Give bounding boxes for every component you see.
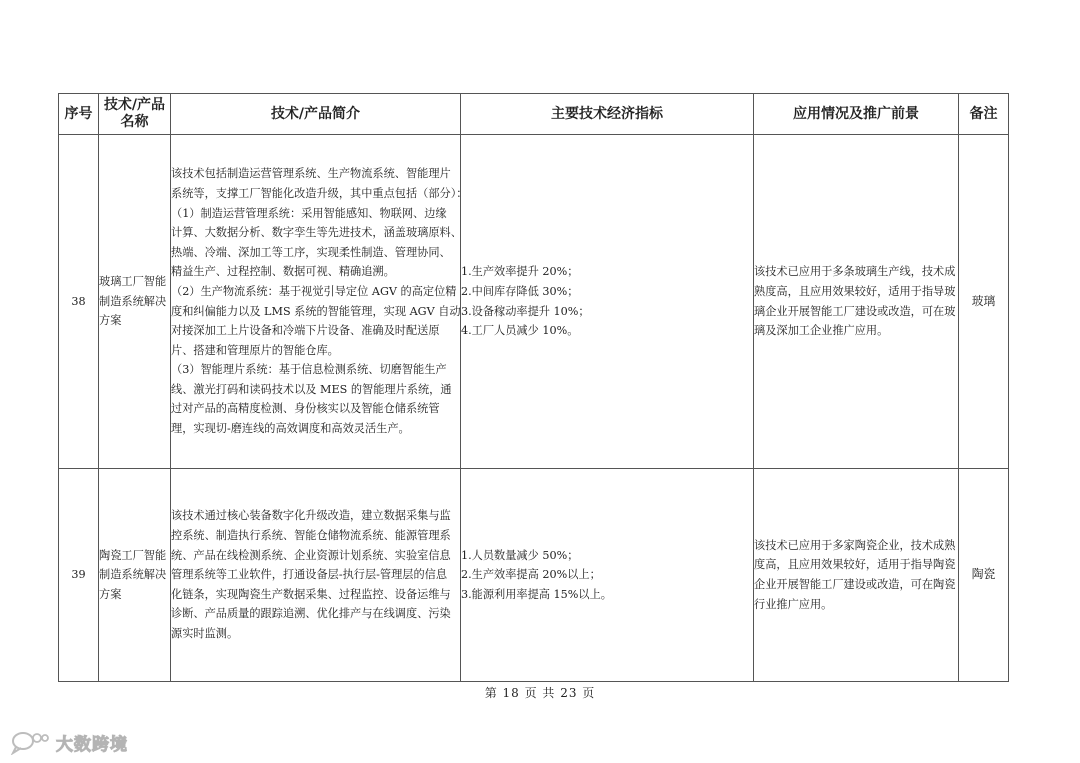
- row-indicators: [461, 469, 754, 682]
- name-line: 方案: [99, 587, 122, 601]
- table-header-row: [59, 94, 1009, 135]
- desc-line: 过对产品的高精度检测、身份核实以及智能仓储系统管: [171, 402, 440, 416]
- desc-line: 统、产品在线检测系统、企业资源计划系统、实验室信息: [171, 548, 451, 562]
- application-line: 该技术已应用于多条玻璃生产线，技术成: [754, 265, 956, 279]
- name-line: 陶瓷工厂智能: [99, 548, 167, 562]
- indicator-line: 2.生产效率提高 20%以上；: [461, 568, 601, 582]
- desc-line: 对接深加工上片设备和冷端下片设备、准确及时配送原: [171, 324, 440, 338]
- indicator-line: 1.人员数量减少 50%；: [461, 548, 579, 562]
- row-no: 39: [59, 469, 99, 682]
- desc-line: 计算、大数据分析、数字孪生等先进技术，涵盖玻璃原料、: [171, 226, 462, 240]
- desc-line: 控系统、制造执行系统、智能仓储物流系统、能源管理系: [171, 529, 451, 543]
- desc-line: 度和纠偏能力以及 LMS 系统的智能管理，实现 AGV 自动: [171, 304, 461, 318]
- desc-line: 片、搭建和管理原片的智能仓库。: [171, 343, 339, 357]
- indicator-line: 3.设备稼动率提升 10%；: [461, 304, 590, 318]
- header-indicators: 主要技术经济指标: [461, 94, 754, 135]
- row-indicators: [461, 135, 754, 469]
- desc-line: 诊断、产品质量的跟踪追溯、优化排产与在线调度、污染: [171, 607, 451, 621]
- header-note: 备注: [959, 94, 1009, 135]
- desc-line: 化链条，实现陶瓷生产数据采集、过程监控、设备运维与: [171, 587, 451, 601]
- desc-line: （3）智能理片系统：基于信息检测系统、切磨智能生产: [171, 363, 447, 377]
- application-line: 行业推广应用。: [754, 597, 833, 611]
- header-application: 应用情况及推广前景: [754, 94, 959, 135]
- header-no: 序号: [59, 94, 99, 135]
- indicator-line: 1.生产效率提升 20%；: [461, 265, 579, 279]
- desc-line: （2）生产物流系统：基于视觉引导定位 AGV 的高定位精: [171, 284, 457, 298]
- desc-line: 该技术通过核心装备数字化升级改造，建立数据采集与监: [171, 509, 451, 523]
- application-line: 企业开展智能工厂建设或改造，可在陶瓷: [754, 578, 956, 591]
- technology-table: [58, 93, 1009, 682]
- indicator-line: 2.中间库存降低 30%；: [461, 284, 579, 298]
- desc-line: 管理系统等工业软件，打通设备层-执行层-管理层的信息: [171, 568, 448, 582]
- desc-line: 热端、冷端、深加工等工序，实现柔性制造、管理协同、: [171, 245, 451, 259]
- desc-line: 源实时监测。: [171, 626, 239, 640]
- row-note: 陶瓷: [959, 469, 1009, 682]
- row-application: [754, 135, 959, 469]
- application-line: 璃企业开展智能工厂建设或改造，可在玻: [754, 304, 956, 318]
- row-name: [99, 135, 171, 469]
- row-no: 38: [59, 135, 99, 469]
- table-row: [59, 135, 1009, 469]
- application-line: 该技术已应用于多家陶瓷企业，技术成熟: [754, 538, 956, 552]
- name-line: 制造系统解决: [99, 568, 167, 582]
- name-line: 制造系统解决: [99, 294, 167, 308]
- row-name: [99, 469, 171, 682]
- desc-line: 精益生产、过程控制、数据可视、精确追溯。: [171, 265, 395, 279]
- chat-bubble-logo-icon: [10, 729, 50, 755]
- application-line: 度高，且应用效果较好，适用于指导陶瓷: [754, 558, 956, 572]
- watermark-text: 大数跨境: [56, 734, 128, 755]
- header-name-line1: 技术/产品: [103, 97, 166, 113]
- watermark: [10, 728, 128, 756]
- desc-line: 该技术包括制造运营管理系统、生产物流系统、智能理片: [171, 167, 451, 181]
- header-desc: 技术/产品简介: [171, 94, 461, 135]
- indicator-line: 3.能源利用率提高 15%以上。: [461, 587, 612, 601]
- indicator-line: 4.工厂人员减少 10%。: [461, 324, 579, 338]
- name-line: 方案: [99, 314, 122, 328]
- row-desc: [171, 135, 468, 469]
- row-note: 玻璃: [959, 135, 1009, 469]
- application-line: 熟度高，且应用效果较好，适用于指导玻: [754, 284, 956, 298]
- name-line: 玻璃工厂智能: [99, 275, 167, 289]
- header-name: [99, 94, 171, 135]
- desc-line: （1）制造运营管理系统：采用智能感知、物联网、边缘: [171, 206, 447, 220]
- desc-line: 理，实现切-磨连线的高效调度和高效灵活生产。: [171, 422, 410, 436]
- page-number: 第 18 页 共 23 页: [484, 686, 596, 700]
- row-desc: [171, 469, 461, 682]
- desc-line: 系统等，支撑工厂智能化改造升级，其中重点包括（部分）：: [171, 186, 468, 200]
- header-name-line2: 名称: [120, 114, 149, 130]
- table-row: [59, 469, 1009, 682]
- row-application: [754, 469, 959, 682]
- application-line: 璃及深加工企业推广应用。: [754, 324, 889, 338]
- desc-line: 线、激光打码和读码技术以及 MES 的智能理片系统，通: [171, 382, 452, 396]
